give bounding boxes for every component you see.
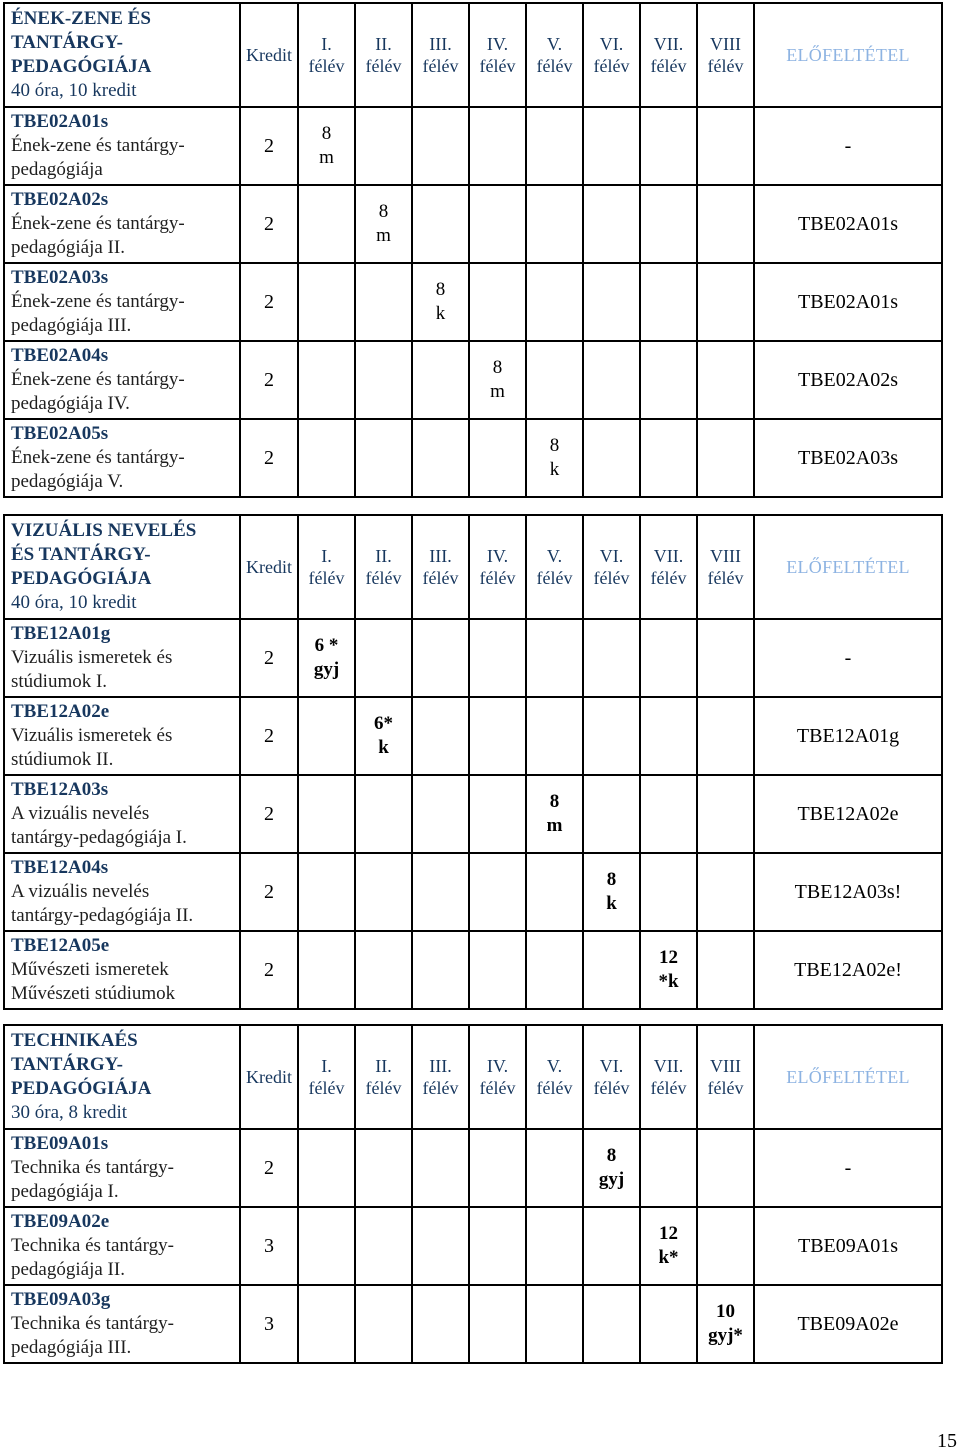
semester-cell: 12 *k (640, 931, 697, 1009)
semester-cell (355, 341, 412, 419)
course-code: TBE02A05s (11, 423, 109, 444)
prereq-value: TBE12A01g (754, 697, 942, 775)
semester-cell (355, 853, 412, 931)
semester-cell (298, 185, 355, 263)
semester-cell (298, 775, 355, 853)
course-cell (4, 931, 240, 1009)
semester-header: VI. félév (583, 3, 640, 107)
semester-cell: 8 k (412, 263, 469, 341)
course-name: Ének-zene és tantárgy- (11, 291, 185, 312)
credit-value: 2 (240, 697, 298, 775)
course-name: pedagógiája II. (11, 237, 125, 258)
semester-cell (697, 263, 754, 341)
semester-header: VI. félév (583, 515, 640, 619)
course-name: Ének-zene és tantárgy- (11, 369, 185, 390)
kredit-header: Kredit (240, 3, 298, 107)
semester-cell (697, 1207, 754, 1285)
course-name: Vizuális ismeretek és (11, 725, 173, 746)
table-row (4, 619, 942, 697)
prereq-value: TBE02A01s (754, 263, 942, 341)
semester-header: VII. félév (640, 1025, 697, 1129)
course-name: tantárgy-pedagógiája II. (11, 905, 194, 926)
table-row (4, 931, 942, 1009)
semester-cell (583, 1285, 640, 1363)
prereq-value: - (754, 619, 942, 697)
semester-cell (412, 419, 469, 497)
semester-cell (640, 107, 697, 185)
course-name: Technika és tantárgy- (11, 1235, 174, 1256)
title-line: TANTÁRGY- (11, 32, 123, 53)
semester-cell (526, 619, 583, 697)
semester-cell (412, 1285, 469, 1363)
table-row (4, 419, 942, 497)
prereq-value: TBE09A01s (754, 1207, 942, 1285)
course-cell (4, 853, 240, 931)
course-name: stúdiumok I. (11, 671, 108, 692)
prereq-header: ELŐFELTÉTEL (754, 1025, 942, 1129)
semester-header: III. félév (412, 3, 469, 107)
prereq-value: TBE12A02e! (754, 931, 942, 1009)
semester-cell: 12 k* (640, 1207, 697, 1285)
prereq-value: TBE09A02e (754, 1285, 942, 1363)
semester-header: V. félév (526, 1025, 583, 1129)
table-row (4, 697, 942, 775)
page-number: 15 (937, 1430, 957, 1452)
semester-cell (412, 697, 469, 775)
semester-cell (697, 619, 754, 697)
course-cell (4, 185, 240, 263)
semester-cell (469, 1207, 526, 1285)
semester-cell (298, 419, 355, 497)
course-code: TBE09A01s (11, 1133, 109, 1154)
semester-cell (412, 107, 469, 185)
curriculum-table (3, 1024, 943, 1364)
title-line: PEDAGÓGIÁJA (11, 568, 152, 589)
credit-value: 2 (240, 185, 298, 263)
semester-cell (298, 1129, 355, 1207)
semester-cell (526, 107, 583, 185)
hours-credits: 40 óra, 10 kredit (11, 592, 137, 613)
semester-header: IV. félév (469, 3, 526, 107)
course-name: pedagógiája (11, 159, 103, 180)
semester-header: IV. félév (469, 515, 526, 619)
kredit-header: Kredit (240, 515, 298, 619)
semester-cell (583, 931, 640, 1009)
prereq-value: - (754, 1129, 942, 1207)
course-name: pedagógiája III. (11, 1337, 132, 1358)
semester-cell (526, 931, 583, 1009)
semester-header: II. félév (355, 1025, 412, 1129)
course-cell (4, 1207, 240, 1285)
semester-cell: 8 m (298, 107, 355, 185)
semester-cell (469, 931, 526, 1009)
course-name: Művészeti ismeretek (11, 959, 169, 980)
table-row (4, 263, 942, 341)
semester-cell (412, 775, 469, 853)
semester-cell (298, 931, 355, 1009)
semester-cell (640, 263, 697, 341)
semester-header: III. félév (412, 515, 469, 619)
semester-cell (469, 419, 526, 497)
semester-cell: 8 gyj (583, 1129, 640, 1207)
credit-value: 3 (240, 1285, 298, 1363)
semester-cell (412, 853, 469, 931)
semester-cell (697, 853, 754, 931)
semester-cell (583, 697, 640, 775)
semester-cell: 8 m (526, 775, 583, 853)
semester-cell (355, 1129, 412, 1207)
kredit-header: Kredit (240, 1025, 298, 1129)
semester-cell (469, 775, 526, 853)
semester-cell (469, 619, 526, 697)
table-row (4, 775, 942, 853)
semester-cell (298, 697, 355, 775)
semester-cell (583, 107, 640, 185)
semester-cell (640, 697, 697, 775)
table-title (4, 3, 240, 107)
course-cell (4, 341, 240, 419)
credit-value: 2 (240, 775, 298, 853)
semester-cell (640, 341, 697, 419)
semester-cell (526, 1285, 583, 1363)
semester-cell (526, 853, 583, 931)
semester-header: IV. félév (469, 1025, 526, 1129)
semester-cell (298, 263, 355, 341)
semester-cell (697, 185, 754, 263)
semester-cell (469, 107, 526, 185)
course-name: tantárgy-pedagógiája I. (11, 827, 187, 848)
semester-cell (412, 1207, 469, 1285)
course-name: Ének-zene és tantárgy- (11, 213, 185, 234)
semester-header: V. félév (526, 515, 583, 619)
semester-cell (526, 263, 583, 341)
semester-cell (583, 775, 640, 853)
credit-value: 2 (240, 619, 298, 697)
semester-cell (697, 931, 754, 1009)
title-line: PEDAGÓGIÁJA (11, 56, 152, 77)
course-code: TBE02A04s (11, 345, 109, 366)
course-cell (4, 107, 240, 185)
semester-header: VI. félév (583, 1025, 640, 1129)
semester-header: I. félév (298, 515, 355, 619)
course-cell (4, 1285, 240, 1363)
course-name: Technika és tantárgy- (11, 1313, 174, 1334)
credit-value: 3 (240, 1207, 298, 1285)
course-code: TBE02A02s (11, 189, 109, 210)
semester-cell (583, 619, 640, 697)
semester-cell (697, 341, 754, 419)
semester-header: VIII félév (697, 1025, 754, 1129)
semester-cell (640, 619, 697, 697)
course-name: Vizuális ismeretek és (11, 647, 173, 668)
course-cell (4, 419, 240, 497)
semester-header: VII. félév (640, 515, 697, 619)
course-code: TBE02A01s (11, 111, 109, 132)
hours-credits: 40 óra, 10 kredit (11, 80, 137, 101)
table-row (4, 1285, 942, 1363)
course-code: TBE12A01g (11, 623, 111, 644)
title-line: PEDAGÓGIÁJA (11, 1078, 152, 1099)
semester-cell (469, 1129, 526, 1207)
credit-value: 2 (240, 931, 298, 1009)
course-cell (4, 697, 240, 775)
semester-cell (640, 419, 697, 497)
course-name: pedagógiája II. (11, 1259, 125, 1280)
semester-cell: 6* k (355, 697, 412, 775)
table-row (4, 341, 942, 419)
title-line: TANTÁRGY- (11, 1054, 123, 1075)
semester-cell: 8 k (526, 419, 583, 497)
prereq-value: TBE02A01s (754, 185, 942, 263)
credit-value: 2 (240, 341, 298, 419)
semester-cell (355, 931, 412, 1009)
curriculum-table (3, 514, 943, 1010)
course-cell (4, 619, 240, 697)
semester-cell (640, 185, 697, 263)
title-line: ÉNEK-ZENE ÉS (11, 8, 151, 29)
credit-value: 2 (240, 853, 298, 931)
semester-header: I. félév (298, 1025, 355, 1129)
title-line: ÉS TANTÁRGY- (11, 544, 151, 565)
semester-cell (412, 619, 469, 697)
course-cell (4, 1129, 240, 1207)
course-code: TBE02A03s (11, 267, 109, 288)
semester-cell (355, 263, 412, 341)
semester-cell (697, 775, 754, 853)
semester-cell: 8 k (583, 853, 640, 931)
semester-cell (526, 1207, 583, 1285)
semester-header: VIII félév (697, 3, 754, 107)
table-row (4, 853, 942, 931)
semester-cell: 6 * gyj (298, 619, 355, 697)
semester-cell (583, 263, 640, 341)
semester-cell (469, 1285, 526, 1363)
table-row (4, 107, 942, 185)
semester-cell (412, 931, 469, 1009)
semester-cell (583, 341, 640, 419)
semester-cell (526, 697, 583, 775)
table-row (4, 1129, 942, 1207)
semester-cell (583, 185, 640, 263)
semester-cell (412, 1129, 469, 1207)
title-line: TECHNIKAÉS (11, 1030, 138, 1051)
course-code: TBE12A02e (11, 701, 110, 722)
semester-cell (526, 1129, 583, 1207)
table-row (4, 185, 942, 263)
prereq-value: TBE02A03s (754, 419, 942, 497)
semester-cell (298, 1285, 355, 1363)
semester-cell (640, 1129, 697, 1207)
semester-header: III. félév (412, 1025, 469, 1129)
semester-cell (640, 1285, 697, 1363)
semester-header: II. félév (355, 3, 412, 107)
credit-value: 2 (240, 1129, 298, 1207)
semester-header: VII. félév (640, 3, 697, 107)
semester-cell (697, 697, 754, 775)
semester-cell (526, 341, 583, 419)
course-name: Ének-zene és tantárgy- (11, 447, 185, 468)
semester-cell (298, 341, 355, 419)
course-code: TBE12A05e (11, 935, 110, 956)
semester-cell (697, 419, 754, 497)
semester-cell (697, 107, 754, 185)
table-row (4, 1207, 942, 1285)
course-name: stúdiumok II. (11, 749, 114, 770)
hours-credits: 30 óra, 8 kredit (11, 1102, 128, 1123)
title-line: VIZUÁLIS NEVELÉS (11, 520, 197, 541)
prereq-value: TBE02A02s (754, 341, 942, 419)
credit-value: 2 (240, 263, 298, 341)
semester-cell (355, 619, 412, 697)
semester-header: II. félév (355, 515, 412, 619)
course-name: A vizuális nevelés (11, 881, 150, 902)
prereq-value: - (754, 107, 942, 185)
semester-cell (640, 853, 697, 931)
table-title (4, 515, 240, 619)
semester-cell (355, 1207, 412, 1285)
semester-cell: 8 m (469, 341, 526, 419)
prereq-value: TBE12A03s! (754, 853, 942, 931)
course-name: Technika és tantárgy- (11, 1157, 174, 1178)
semester-cell (469, 697, 526, 775)
course-code: TBE09A03g (11, 1289, 111, 1310)
table-title (4, 1025, 240, 1129)
course-name: Művészeti stúdiumok (11, 983, 176, 1004)
course-code: TBE09A02e (11, 1211, 110, 1232)
course-cell (4, 263, 240, 341)
course-name: Ének-zene és tantárgy- (11, 135, 185, 156)
semester-cell: 10 gyj* (697, 1285, 754, 1363)
course-cell (4, 775, 240, 853)
semester-cell (298, 1207, 355, 1285)
course-name: pedagógiája IV. (11, 393, 130, 414)
semester-cell: 8 m (355, 185, 412, 263)
semester-cell (526, 185, 583, 263)
semester-cell (583, 419, 640, 497)
curriculum-table (3, 2, 943, 498)
semester-header: I. félév (298, 3, 355, 107)
course-code: TBE12A03s (11, 779, 109, 800)
semester-cell (412, 185, 469, 263)
semester-cell (469, 263, 526, 341)
prereq-value: TBE12A02e (754, 775, 942, 853)
semester-cell (469, 185, 526, 263)
prereq-header: ELŐFELTÉTEL (754, 515, 942, 619)
semester-cell (355, 775, 412, 853)
prereq-header: ELŐFELTÉTEL (754, 3, 942, 107)
course-name: pedagógiája V. (11, 471, 124, 492)
course-name: A vizuális nevelés (11, 803, 150, 824)
semester-header: VIII félév (697, 515, 754, 619)
semester-cell (640, 775, 697, 853)
semester-header: V. félév (526, 3, 583, 107)
semester-cell (583, 1207, 640, 1285)
credit-value: 2 (240, 107, 298, 185)
course-name: pedagógiája III. (11, 315, 132, 336)
semester-cell (355, 1285, 412, 1363)
semester-cell (697, 1129, 754, 1207)
credit-value: 2 (240, 419, 298, 497)
semester-cell (469, 853, 526, 931)
semester-cell (355, 419, 412, 497)
course-code: TBE12A04s (11, 857, 109, 878)
semester-cell (412, 341, 469, 419)
course-name: pedagógiája I. (11, 1181, 119, 1202)
semester-cell (298, 853, 355, 931)
semester-cell (355, 107, 412, 185)
